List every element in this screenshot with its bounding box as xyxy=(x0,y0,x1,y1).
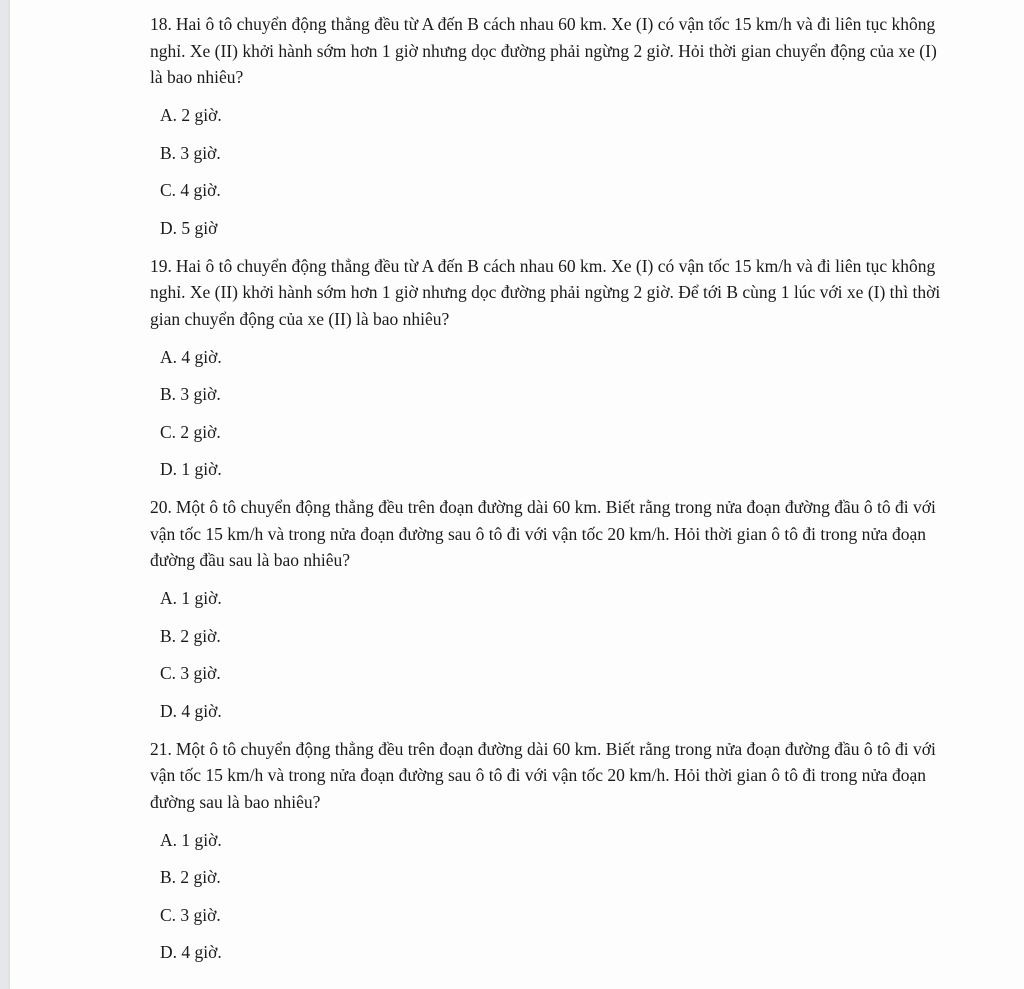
option-a: A. 1 giờ. xyxy=(160,588,222,608)
question-text xyxy=(150,736,950,816)
answer-options xyxy=(150,344,950,483)
document-page xyxy=(10,0,1024,989)
answer-options xyxy=(150,102,950,241)
option-b: B. 3 giờ. xyxy=(160,142,221,163)
question-body: Một ô tô chuyển động thẳng đều trên đoạn đường dài 60 km. Biết rằng trong nửa đoạn đường đầu ô tô đi với vận tốc 15 km/h và trong nửa đoạn đường sau ô tô đi với vận tốc 20 km/h. Hỏi thời gian ô tô đi trong nửa đoạn đường sau là bao nhiêu? xyxy=(150,738,936,812)
question-number: 21. xyxy=(150,738,172,759)
answer-options xyxy=(150,585,950,724)
option-d: D. 4 giờ. xyxy=(160,942,222,962)
question-number: 19. xyxy=(150,255,172,276)
option-c: C. 2 giờ. xyxy=(160,421,221,442)
option-b: B. 2 giờ. xyxy=(160,625,221,646)
question-19 xyxy=(150,253,950,483)
option-d: D. 4 giờ. xyxy=(160,700,222,721)
option-d: D. 1 giờ. xyxy=(160,459,222,479)
option-c: C. 3 giờ. xyxy=(160,663,221,683)
answer-options xyxy=(150,827,950,966)
question-21 xyxy=(150,736,950,966)
question-body: Hai ô tô chuyển động thẳng đều từ A đến B cách nhau 60 km. Xe (I) có vận tốc 15 km/h và đi liên tục không nghỉ. Xe (II) khởi hành sớm hơn 1 giờ nhưng dọc đường phải ngừng 2 giờ. Để tới B cùng 1 lúc với xe (I) thì thời gian chuyển động của xe (II) là bao nhiêu? xyxy=(150,255,941,329)
question-20 xyxy=(150,494,950,724)
question-text xyxy=(150,494,950,574)
question-number: 18. xyxy=(150,14,172,34)
question-text xyxy=(150,253,950,333)
question-body: Hai ô tô chuyển động thẳng đều từ A đến B cách nhau 60 km. Xe (I) có vận tốc 15 km/h và đi liên tục không nghỉ. Xe (II) khởi hành sớm hơn 1 giờ nhưng dọc đường phải ngừng 2 giờ. Hỏi thời gian chuyển động của xe (I) là bao nhiêu? xyxy=(150,14,937,87)
question-body: Một ô tô chuyển động thẳng đều trên đoạn đường dài 60 km. Biết rằng trong nửa đoạn đường đầu ô tô đi với vận tốc 15 km/h và trong nửa đoạn đường sau ô tô đi với vận tốc 20 km/h. Hỏi thời gian ô tô đi trong nửa đoạn đường đầu sau là bao nhiêu? xyxy=(150,497,936,570)
document-content xyxy=(150,11,950,965)
option-a: A. 2 giờ. xyxy=(160,105,222,125)
option-c: C. 4 giờ. xyxy=(160,180,221,200)
option-c: C. 3 giờ. xyxy=(160,904,221,925)
question-18 xyxy=(150,11,950,241)
option-b: B. 3 giờ. xyxy=(160,384,221,404)
question-number: 20. xyxy=(150,497,172,517)
option-b: B. 2 giờ. xyxy=(160,867,221,887)
option-a: A. 1 giờ. xyxy=(160,829,222,850)
option-d: D. 5 giờ xyxy=(160,217,218,238)
question-text xyxy=(150,11,950,91)
option-a: A. 4 giờ. xyxy=(160,346,222,367)
